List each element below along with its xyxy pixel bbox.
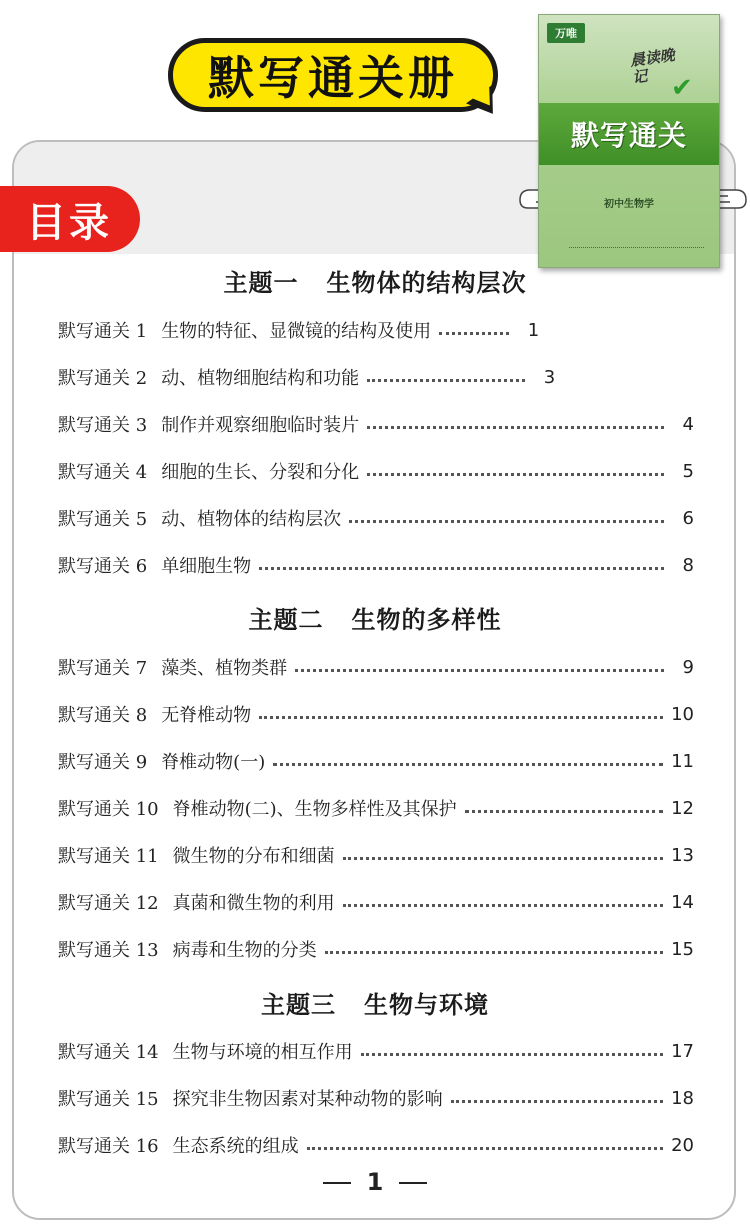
book-slogan: 晨读晚记 (628, 45, 676, 87)
entry-page: 18 (671, 1087, 694, 1109)
toc-entry[interactable] (58, 409, 694, 439)
toc-entry[interactable] (58, 699, 694, 729)
entry-page: 14 (671, 891, 694, 913)
toc-entry[interactable] (58, 793, 694, 823)
entry-label: 默写通关 15 (58, 1089, 159, 1110)
entry-title: 病毒和生物的分类 (172, 940, 317, 961)
book-fine-print (569, 247, 704, 252)
dot-leader (307, 1147, 663, 1150)
section-heading (0, 263, 750, 298)
dot-leader (349, 520, 664, 523)
entry-title: 生物与环境的相互作用 (172, 1042, 353, 1063)
entry-title: 微生物的分布和细菌 (172, 846, 335, 867)
book-cover (538, 14, 720, 268)
check-mark-icon: ✔ (671, 73, 693, 103)
entry-label: 默写通关 4 (58, 462, 148, 483)
page-number-dash (323, 1182, 351, 1184)
section-heading (0, 985, 750, 1020)
entry-label: 默写通关 10 (58, 799, 159, 820)
toc-entry[interactable] (58, 362, 694, 392)
entry-label: 默写通关 13 (58, 940, 159, 961)
section-name: 生物与环境 (364, 991, 489, 1019)
toc-entry[interactable] (58, 1130, 694, 1160)
dot-leader (367, 379, 525, 382)
entry-title: 动、植物细胞结构和功能 (161, 368, 360, 389)
dot-leader (259, 567, 664, 570)
entry-title: 动、植物体的结构层次 (161, 509, 342, 530)
toc-entry[interactable] (58, 1036, 694, 1066)
entry-title: 生物的特征、显微镜的结构及使用 (161, 321, 432, 342)
page-number (0, 1168, 750, 1196)
entry-page: 8 (682, 554, 694, 576)
entry-title: 藻类、植物类群 (161, 658, 288, 679)
entry-label: 默写通关 2 (58, 368, 148, 389)
toc-tag: 目录 (0, 186, 140, 252)
entry-page: 11 (671, 750, 694, 772)
entry-label: 默写通关 9 (58, 752, 148, 773)
dot-leader (451, 1100, 663, 1103)
entry-label: 默写通关 14 (58, 1042, 159, 1063)
entry-title: 制作并观察细胞临时装片 (161, 415, 360, 436)
dot-leader (295, 669, 664, 672)
entry-label: 默写通关 1 (58, 321, 148, 342)
entry-page: 3 (543, 366, 556, 388)
entry-title: 探究非生物因素对某种动物的影响 (172, 1089, 443, 1110)
entry-page: 5 (682, 460, 694, 482)
entry-title: 单细胞生物 (161, 556, 252, 577)
entry-page: 17 (671, 1040, 694, 1062)
entry-title: 脊椎动物(二)、生物多样性及其保护 (172, 799, 457, 820)
dot-leader (273, 763, 663, 766)
section-number: 主题三 (261, 991, 336, 1019)
toc-entry[interactable] (58, 746, 694, 776)
entry-page: 10 (671, 703, 694, 725)
toc-entry[interactable] (58, 1083, 694, 1113)
entry-label: 默写通关 8 (58, 705, 148, 726)
book-brand-logo: 万唯 (547, 23, 585, 43)
dot-leader (367, 473, 664, 476)
dot-leader (343, 904, 663, 907)
entry-label: 默写通关 12 (58, 893, 159, 914)
entry-page: 13 (671, 844, 694, 866)
entry-title: 脊椎动物(一) (161, 752, 266, 773)
toc-entry[interactable] (58, 456, 694, 486)
section-name: 生物体的结构层次 (326, 269, 527, 297)
dot-leader (439, 332, 509, 335)
page-number-value: 1 (366, 1168, 384, 1196)
dot-leader (465, 810, 663, 813)
toc-entry[interactable] (58, 887, 694, 917)
section-name: 生物的多样性 (351, 606, 502, 634)
section-number: 主题一 (223, 269, 299, 297)
entry-page: 20 (671, 1134, 694, 1156)
book-subject: 初中生物学 (604, 199, 654, 210)
entry-title: 细胞的生长、分裂和分化 (161, 462, 360, 483)
toc-entry[interactable] (58, 503, 694, 533)
entry-label: 默写通关 7 (58, 658, 148, 679)
toc-entry[interactable] (58, 652, 694, 682)
entry-page: 6 (682, 507, 694, 529)
entry-label: 默写通关 3 (58, 415, 148, 436)
entry-label: 默写通关 5 (58, 509, 148, 530)
dot-leader (343, 857, 663, 860)
entry-page: 4 (682, 413, 694, 435)
entry-page: 12 (671, 797, 694, 819)
entry-title: 无脊椎动物 (161, 705, 252, 726)
section-heading (0, 600, 750, 635)
entry-page: 1 (527, 319, 540, 341)
toc-entry[interactable] (58, 315, 694, 345)
dot-leader (367, 426, 664, 429)
entry-page: 9 (682, 656, 694, 678)
dot-leader (325, 951, 663, 954)
entry-label: 默写通关 6 (58, 556, 148, 577)
page-title: 默写通关册 (168, 38, 498, 112)
entry-page: 15 (671, 938, 694, 960)
toc-entry[interactable] (58, 934, 694, 964)
entry-label: 默写通关 11 (58, 846, 159, 867)
dot-leader (259, 716, 663, 719)
entry-title: 真菌和微生物的利用 (172, 893, 335, 914)
page-number-dash (399, 1182, 427, 1184)
section-number: 主题二 (248, 606, 324, 634)
dot-leader (361, 1053, 663, 1056)
toc-entry[interactable] (58, 550, 694, 580)
entry-label: 默写通关 16 (58, 1136, 159, 1157)
book-title: 默写通关 (539, 103, 719, 165)
toc-entry[interactable] (58, 840, 694, 870)
entry-title: 生态系统的组成 (172, 1136, 299, 1157)
